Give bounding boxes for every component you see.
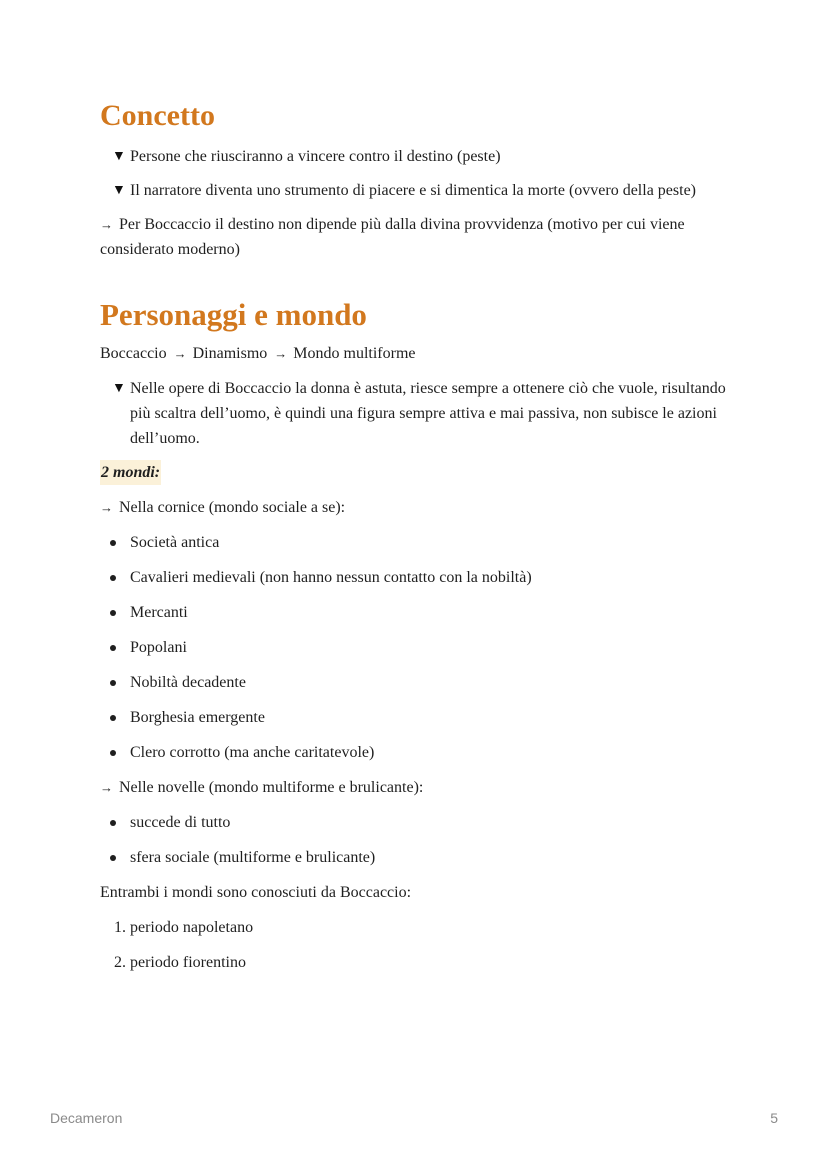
list-item-text: sfera sociale (multiforme e brulicante) (130, 849, 376, 867)
toggle-text: Nelle opere di Boccaccio la donna è astuta, riesce sempre a ottenere ciò che vuole, risultando più scaltra dell’uomo, è quindi una figura sempre attiva e mai passiva, non subisce le azioni dell’uomo. (130, 380, 726, 448)
triangle-down-icon[interactable]: ▼ (112, 381, 126, 397)
highlighted-text: 2 mondi: (100, 460, 161, 485)
list-item (100, 600, 740, 625)
list-item-text: Clero corrotto (ma anche caritatevole) (130, 744, 375, 762)
heading-personaggi-e-mondo: Personaggi e mondo (100, 297, 367, 332)
bullet-dot-icon (110, 575, 116, 581)
list-item (100, 530, 740, 555)
bullet-dot-icon (110, 680, 116, 686)
paragraph-destino (100, 212, 740, 262)
list-item-text: Popolani (130, 639, 187, 657)
cornice-heading-text: Nella cornice (mondo sociale a se): (119, 499, 346, 517)
arrow-right-icon: → (274, 346, 288, 362)
page-content (100, 98, 740, 985)
list-item-text: periodo napoletano (130, 919, 254, 937)
list-item-text: Mercanti (130, 604, 188, 622)
list-item-text: succede di tutto (130, 814, 231, 832)
list-item-text: Cavalieri medievali (non hanno nessun contatto con la nobiltà) (130, 569, 532, 587)
bullet-dot-icon (110, 750, 116, 756)
triangle-down-icon[interactable]: ▼ (112, 149, 126, 164)
list-item-text: Nobiltà decadente (130, 674, 246, 692)
arrow-right-icon: → (100, 500, 113, 516)
flow-line (100, 341, 740, 366)
toggle-item[interactable] (100, 376, 740, 451)
triangle-down-icon[interactable]: ▼ (112, 183, 126, 198)
list-item (100, 810, 740, 835)
page-number: 5 (770, 1110, 778, 1126)
bullet-dot-icon (110, 540, 116, 546)
bullet-dot-icon (110, 820, 116, 826)
list-number: 1. (114, 919, 126, 937)
list-item (100, 915, 740, 940)
highlight-line (100, 460, 740, 485)
list-number: 2. (114, 954, 126, 972)
novelle-heading-text: Nelle novelle (mondo multiforme e brulicante): (119, 779, 424, 797)
arrow-right-icon: → (100, 780, 113, 796)
list-item (100, 740, 740, 765)
conclusion-line: Entrambi i mondi sono conosciuti da Boccaccio: (100, 884, 412, 902)
bullet-dot-icon (110, 855, 116, 861)
flow-c: Mondo multiforme (293, 345, 416, 363)
numbered-list (100, 915, 740, 975)
novelle-heading (100, 775, 740, 800)
heading-concetto: Concetto (100, 99, 215, 132)
list-item (100, 635, 740, 660)
list-item (100, 705, 740, 730)
toggle-text: Persone che riusciranno a vincere contro il destino (peste) (130, 148, 501, 165)
toggle-item[interactable] (100, 144, 740, 169)
cornice-list (100, 530, 740, 765)
cornice-heading (100, 495, 740, 520)
flow-b: Dinamismo (192, 345, 268, 363)
list-item-text: periodo fiorentino (130, 954, 246, 972)
list-item-text: Borghesia emergente (130, 709, 265, 727)
list-item (100, 845, 740, 870)
novelle-list (100, 810, 740, 870)
toggle-text: Il narratore diventa uno strumento di piacere e si dimentica la morte (ovvero della peste) (130, 182, 696, 199)
footer-title: Decameron (50, 1110, 123, 1126)
bullet-dot-icon (110, 715, 116, 721)
list-item (100, 565, 740, 590)
list-item-text: Società antica (130, 534, 220, 552)
list-item (100, 670, 740, 695)
flow-a: Boccaccio (100, 345, 167, 363)
bullet-dot-icon (110, 610, 116, 616)
toggle-item[interactable] (100, 178, 740, 203)
arrow-right-icon: → (173, 346, 187, 362)
list-item (100, 950, 740, 975)
arrow-right-icon: → (100, 217, 113, 232)
bullet-dot-icon (110, 645, 116, 651)
paragraph-text: Per Boccaccio il destino non dipende più dalla divina provvidenza (motivo per cui viene considerato moderno) (100, 216, 685, 258)
